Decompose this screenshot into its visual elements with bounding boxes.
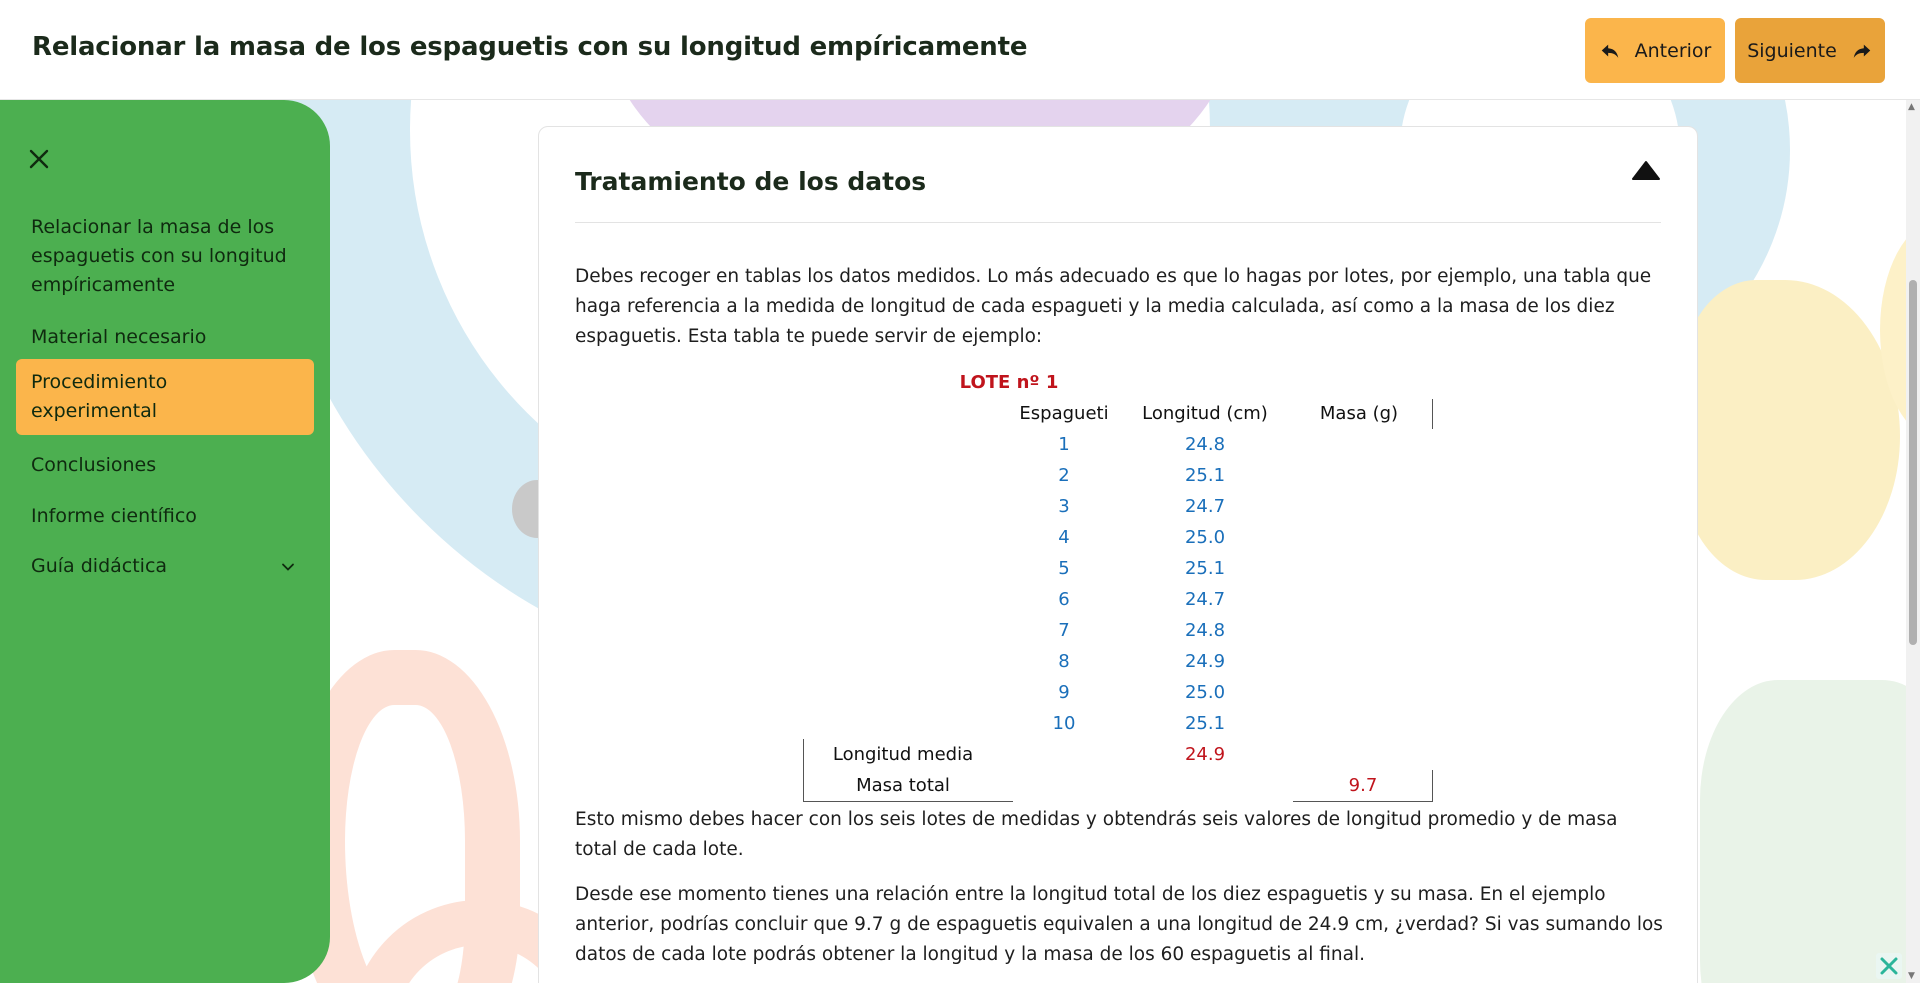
sidebar-item-label: Informe científico — [31, 505, 197, 527]
divider — [575, 222, 1661, 223]
table-cell-espagueti: 7 — [1058, 620, 1070, 641]
table-cell-longitud: 25.0 — [1184, 682, 1226, 703]
paragraph-relacion: Desde ese momento tienes una relación entre la longitud total de los diez espaguetis y su masa. En el ejemplo anterior, podrías concluir que 9.7 g de espaguetis equivalen a una longitud de 24.9 cm, ¿verdad? Si vas sumando los datos de cada lote podrás obtener la longitud y la masa de los 60 espaguetis al final. — [575, 884, 1663, 965]
table-cell-espagueti: 6 — [1058, 589, 1070, 610]
sidebar-item-procedimiento[interactable] — [16, 359, 314, 435]
table-cell-longitud: 24.8 — [1184, 620, 1226, 641]
table-mass-right-border — [1432, 770, 1433, 801]
data-table — [539, 127, 1699, 827]
table-title: LOTE nº 1 — [959, 372, 1059, 393]
triangle-up-icon[interactable] — [1631, 157, 1661, 183]
next-button-label: Siguiente — [1747, 39, 1837, 62]
table-mean-value: 24.9 — [1184, 744, 1226, 765]
table-mass-value: 9.7 — [1348, 775, 1378, 796]
content-card — [538, 126, 1698, 983]
table-cell-espagueti: 4 — [1058, 527, 1070, 548]
table-cell-espagueti: 8 — [1058, 651, 1070, 672]
table-cell-espagueti: 1 — [1058, 434, 1070, 455]
sidebar-item-relacionar[interactable] — [16, 204, 314, 309]
sidebar-item-guia[interactable] — [16, 543, 314, 590]
sidebar-item-label: Procedimiento experimental — [31, 371, 168, 422]
chevron-down-icon[interactable] — [280, 559, 296, 575]
paragraph-intro: Debes recoger en tablas los datos medidos. Lo más adecuado es que lo hagas por lotes, por ejemplo, una tabla que haga referencia a la medida de longitud de cada espagueti y la media calculada, así como a la masa de los diez espaguetis. Esta tabla te puede servir de ejemplo: — [575, 266, 1652, 347]
table-cell-longitud: 24.7 — [1184, 589, 1226, 610]
paragraph-lotes: Esto mismo debes hacer con los seis lotes de medidas y obtendrás seis valores de longitud promedio y de masa total de cada lote. — [575, 809, 1618, 860]
table-cell-longitud: 24.8 — [1184, 434, 1226, 455]
table-header-border — [1432, 399, 1433, 429]
sidebar-item-informe[interactable] — [16, 493, 314, 540]
sidebar-item-label: Conclusiones — [31, 454, 157, 476]
close-sidebar-button[interactable] — [24, 144, 54, 174]
top-bar — [0, 0, 1920, 100]
table-bottom-border-right — [1293, 801, 1433, 802]
table-mean-label: Longitud media — [832, 744, 974, 765]
table-cell-longitud: 25.1 — [1184, 465, 1226, 486]
cross-tools-icon — [1879, 956, 1899, 976]
tools-icon[interactable] — [1876, 953, 1902, 979]
deco-yellow-blob — [1680, 280, 1900, 580]
sidebar-item-conclusiones[interactable] — [16, 442, 314, 489]
deco-green-edge — [1700, 680, 1920, 983]
sidebar — [0, 100, 330, 983]
table-cell-longitud: 25.0 — [1184, 527, 1226, 548]
previous-button-label: Anterior — [1634, 39, 1712, 62]
scroll-down-icon[interactable]: ▼ — [1908, 971, 1915, 981]
sidebar-item-material[interactable] — [16, 314, 314, 361]
table-cell-longitud: 24.7 — [1184, 496, 1226, 517]
table-header-masa: Masa (g) — [1319, 403, 1399, 424]
table-cell-longitud: 25.1 — [1184, 713, 1226, 734]
close-icon — [28, 148, 50, 170]
table-cell-espagueti: 5 — [1058, 558, 1070, 579]
table-cell-espagueti: 3 — [1058, 496, 1070, 517]
section-title: Tratamiento de los datos — [575, 167, 927, 196]
table-summary-left-border — [803, 739, 804, 801]
next-button[interactable] — [1735, 18, 1885, 83]
scrollbar-thumb[interactable] — [1909, 280, 1917, 645]
page-scrollbar[interactable] — [1906, 100, 1920, 983]
table-header-longitud: Longitud (cm) — [1142, 403, 1268, 424]
table-cell-espagueti: 2 — [1058, 465, 1070, 486]
previous-button[interactable] — [1585, 18, 1725, 83]
table-mass-label: Masa total — [856, 775, 950, 796]
table-cell-espagueti: 9 — [1058, 682, 1070, 703]
table-cell-longitud: 24.9 — [1184, 651, 1226, 672]
scroll-up-icon[interactable]: ▲ — [1908, 102, 1915, 112]
sidebar-item-label: Guía didáctica — [31, 555, 168, 577]
forward-arrow-icon — [1851, 40, 1873, 62]
sidebar-item-label: Relacionar la masa de los espaguetis con su longitud empíricamente — [31, 216, 287, 296]
table-cell-longitud: 25.1 — [1184, 558, 1226, 579]
table-cell-espagueti: 10 — [1052, 713, 1076, 734]
reply-arrow-icon — [1599, 40, 1621, 62]
sidebar-item-label: Material necesario — [31, 326, 207, 348]
page-title: Relacionar la masa de los espaguetis con su longitud empíricamente — [32, 32, 1028, 62]
table-bottom-border-left — [803, 801, 1013, 802]
table-header-espagueti: Espagueti — [1019, 403, 1109, 424]
